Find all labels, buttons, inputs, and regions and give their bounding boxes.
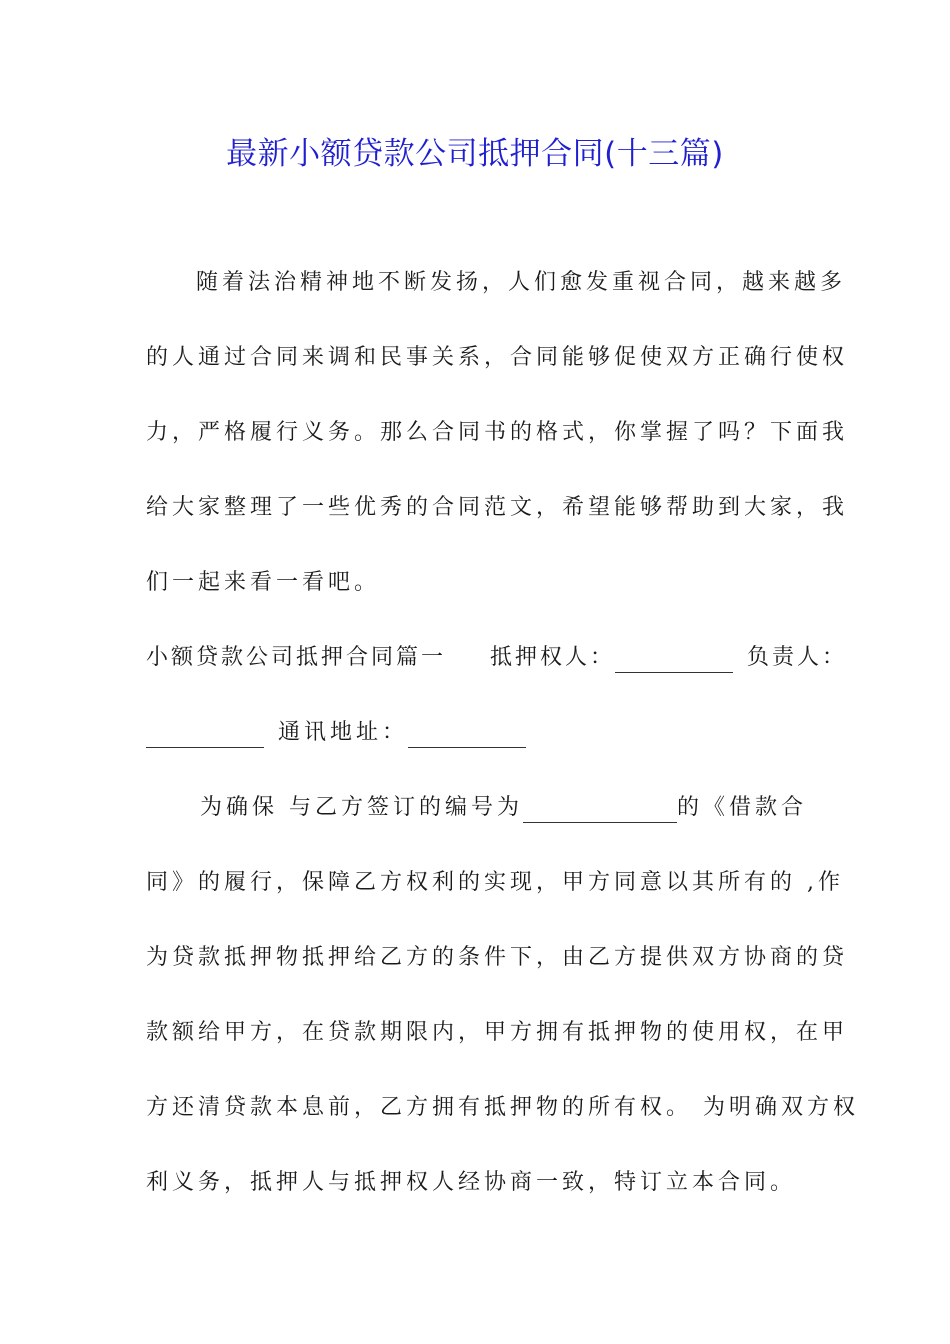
body-line-1-b: 的《借款合 — [677, 795, 808, 820]
body-line-2: 同》的履行，保障乙方权利的实现，甲方同意以其所有的 ,作 — [146, 870, 844, 895]
document-title: 最新小额贷款公司抵押合同(十三篇) — [226, 136, 724, 172]
intro-line-1: 随着法治精神地不断发扬，人们愈发重视合同，越来越多 — [196, 270, 847, 295]
body-line-1-a: 为确保 与乙方签订的编号为 — [200, 795, 523, 820]
body-line-3: 为贷款抵押物抵押给乙方的条件下，由乙方提供双方协商的贷 — [146, 945, 849, 970]
address-line — [146, 718, 526, 748]
intro-line-2: 的人通过合同来调和民事关系，合同能够促使双方正确行使权 — [146, 345, 849, 370]
body-line-1 — [200, 793, 807, 823]
intro-line-4: 给大家整理了一些优秀的合同范文，希望能够帮助到大家，我 — [146, 495, 849, 520]
section-header-line — [146, 643, 847, 673]
address-blank — [408, 725, 526, 748]
intro-line-3: 力，严格履行义务。那么合同书的格式，你掌握了吗？下面我 — [146, 420, 849, 445]
intro-line-5: 们一起来看一看吧。 — [146, 570, 381, 595]
address-label: 通讯地址： — [278, 720, 409, 745]
body-line-5: 方还清贷款本息前，乙方拥有抵押物的所有权。 为明确双方权 — [146, 1095, 859, 1120]
mortgagee-label: 抵押权人： — [490, 645, 616, 670]
responsible-label: 负责人： — [747, 645, 848, 670]
responsible-blank — [146, 725, 264, 748]
section-heading: 小额贷款公司抵押合同篇一 — [146, 645, 447, 670]
body-line-6: 利义务，抵押人与抵押权人经协商一致，特订立本合同。 — [146, 1170, 797, 1195]
contract-number-blank — [523, 800, 677, 823]
mortgagee-blank — [615, 650, 733, 673]
body-line-4: 款额给甲方，在贷款期限内，甲方拥有抵押物的使用权，在甲 — [146, 1020, 849, 1045]
